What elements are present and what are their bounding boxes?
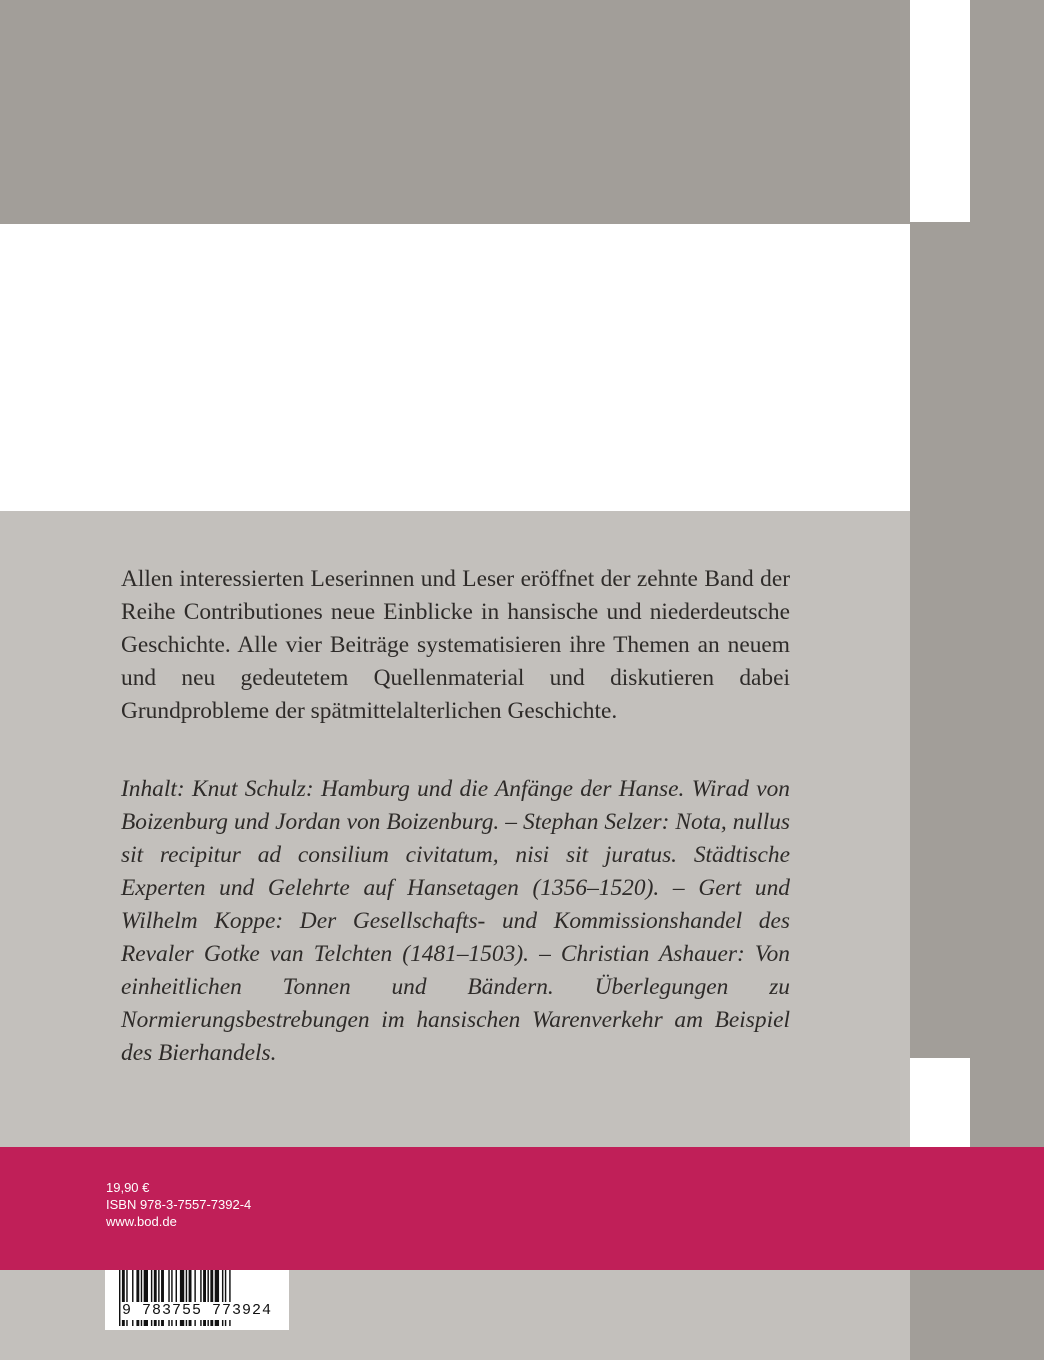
right-white-strip <box>910 0 970 222</box>
website: www.bod.de <box>106 1214 177 1229</box>
barcode-bars <box>105 1270 289 1330</box>
right-gray-corner <box>970 0 1044 222</box>
book-contents: Inhalt: Knut Schulz: Hamburg und die Anfänge der Hanse. Wirad von Boizenburg und Jordan von Boizenburg. – Stephan Selzer: Nota, nullus sit recipitur ad consilium civitatum, nisi sit juratus. Städtische Experten und Gelehrte auf Hansetagen (1356–1520). – Gert und Wilhelm Koppe: Der Gesellschafts- und Kommissionshandel des Revaler Gotke van Telchten (1481–1503). – Christian Ashauer: Von einheitlichen Tonnen und Bändern. Überlegungen zu Normierungsbestrebungen im hansischen Warenverkehr am Beispiel des Bierhandels. <box>121 776 790 1066</box>
top-gray-band <box>0 0 910 224</box>
white-band <box>0 224 910 511</box>
book-description: Allen interessierten Leserinnen und Leser eröffnet der zehnte Band der Reihe Contributiones neue Einblicke in hansische und niederdeutsche Geschichte. Alle vier Beiträge systematisieren ihre Themen an neuem und neu gedeutetem Quellenmaterial und diskutieren dabei Grundprobleme der spätmittelalterlichen Geschichte. <box>121 566 790 724</box>
isbn: ISBN 978-3-7557-7392-4 <box>106 1197 252 1212</box>
publication-info <box>106 1179 251 1230</box>
barcode-digits: 9 783755 773924 <box>121 1302 273 1319</box>
right-white-notch <box>910 1058 970 1148</box>
isbn-barcode <box>105 1270 289 1330</box>
price: 19,90 € <box>106 1180 150 1195</box>
